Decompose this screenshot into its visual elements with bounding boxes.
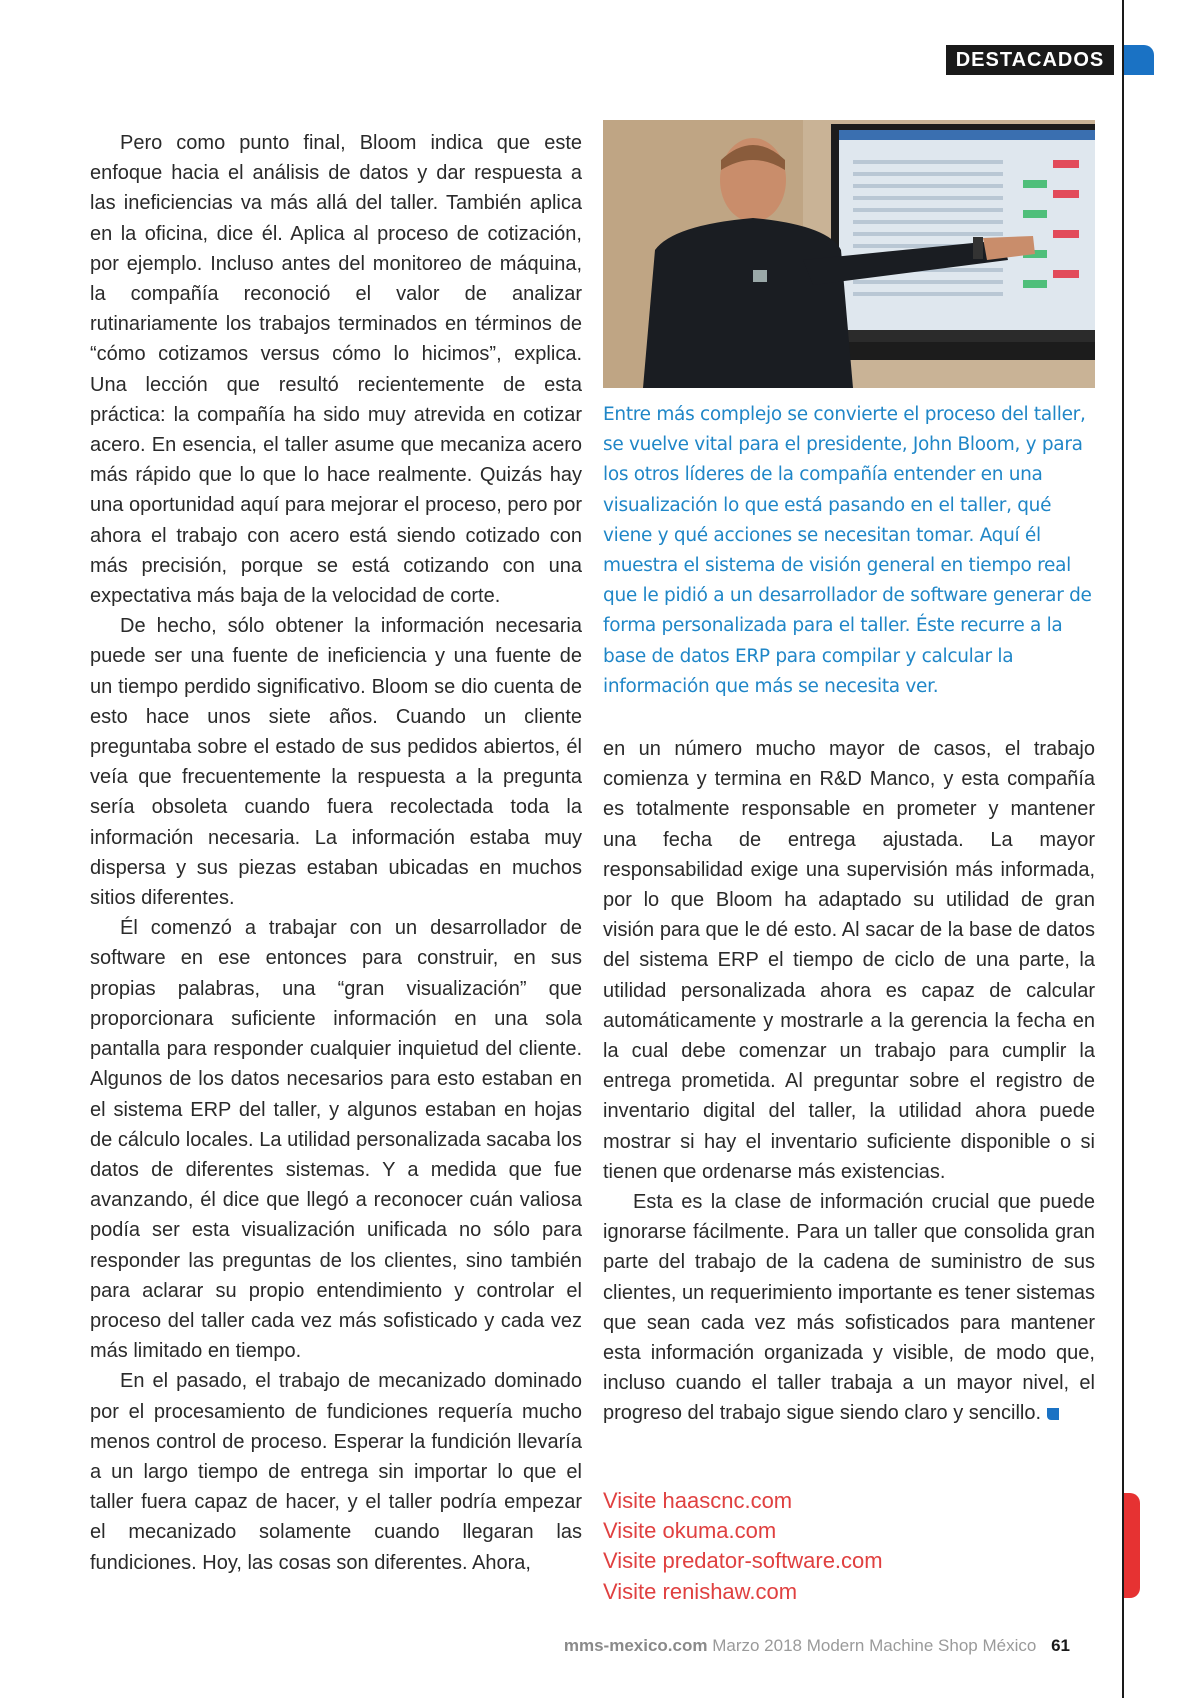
page-edge-rule	[1122, 0, 1124, 1698]
paragraph: En el pasado, el trabajo de mecanizado dominado por el procesamiento de fundiciones requería mucho menos control de proceso. Esperar la fundición llevaría a un largo tiempo de entrega sin importar lo que el taller fuera capaz de hacer, y el taller podría empezar el mecanizado solamente cuando llegaran las fundiciones. Hoy, las cosas son diferentes. Ahora,	[90, 1370, 582, 1574]
footer-issue: Marzo 2018 Modern Machine Shop México	[712, 1636, 1037, 1655]
left-column	[90, 128, 582, 1578]
paragraph-text: Esta es la clase de información crucial que puede ignorarse fácilmente. Para un taller que consolida gran parte del trabajo de la cadena de suministro de sus clientes, un requerimiento importante es tener sistemas que sean cada vez más sofisticados para mantener esta información organizada y visible, de modo que, incluso cuando el taller trabaja a un mayor nivel, el progreso del trabajo sigue siendo claro y sencillo.	[603, 1191, 1095, 1425]
photo-illustration	[603, 120, 1095, 388]
link-renishaw[interactable]: Visite renishaw.com	[603, 1578, 798, 1604]
link-okuma[interactable]: Visite okuma.com	[603, 1518, 777, 1544]
right-column	[603, 734, 1095, 1429]
paragraph: Él comenzó a trabajar con un desarrollador de software en ese entonces para construir, en sus propias palabras, una “gran visualización” que proporcionara suficiente información en una sola pantalla para responder cualquier inquietud del cliente. Algunos de los datos necesarios para esto estaban en el sistema ERP del taller, y algunos estaban en hojas de cálculo locales. La utilidad personalizada sacaba los datos de diferentes sistemas. Y a medida que fue avanzando, él dice que llegó a reconocer cuán valiosa podía ser esta visualización unificada no sólo para responder las preguntas de los clientes, sino también para aclarar su propio entendimiento y controlar el proceso del taller cada vez más sofisticado y cada vez más limitado en tiempo.	[90, 917, 582, 1363]
page-edge-tab	[1124, 1493, 1140, 1598]
footer-site: mms-mexico.com	[563, 1636, 708, 1655]
paragraph: en un número mucho mayor de casos, el trabajo comienza y termina en R&D Manco, y esta compañía es totalmente responsable en prometer y mantener una fecha de entrega ajustada. La mayor responsabilidad exige una supervisión más informada, por lo que Bloom ha adaptado su utilidad de gran visión para que le dé esto. Al sacar de la base de datos del sistema ERP el tiempo de ciclo de una parte, la utilidad personalizada ahora es capaz de calcular automáticamente y mostrarle a la gerencia la fecha en la cual debe comenzar un trabajo para cumplir la entrega prometida. Al preguntar sobre el registro de inventario digital del taller, la utilidad ahora puede mostrar si hay el inventario suficiente disponible o si tienen que ordenarse más existencias.	[603, 738, 1095, 1183]
related-links	[603, 1486, 1103, 1607]
paragraph	[603, 1187, 1095, 1429]
paragraph: De hecho, sólo obtener la información necesaria puede ser una fuente de ineficiencia y una fuente de un tiempo perdido significativo. Bloom se dio cuenta de esto hace unos siete años. Cuando un cliente preguntaba sobre el estado de sus pedidos abiertos, él veía que frecuentemente la respuesta a la pregunta sería obsoleta cuando fuera recolectada toda la información necesaria. La información estaba muy dispersa y sus piezas estaban ubicadas en muchos sitios diferentes.	[90, 615, 582, 910]
end-of-article-icon	[1047, 1408, 1059, 1420]
section-tag: DESTACADOS	[946, 45, 1114, 75]
section-tag-accent	[1124, 45, 1154, 75]
page-number: 61	[1051, 1636, 1070, 1655]
paragraph: Pero como punto final, Bloom indica que este enfoque hacia el análisis de datos y dar respuesta a las ineficiencias va más allá del taller. También aplica en la oficina, dice él. Aplica al proceso de cotización, por ejemplo. Incluso antes del monitoreo de máquina, la compañía reconoció el valor de analizar rutinariamente los trabajos terminados en términos de “cómo cotizamos versus cómo lo hicimos”, explica. Una lección que resultó recientemente de esta práctica: la compañía ha sido muy atrevida en cotizar acero. En esencia, el taller asume que mecaniza acero más rápido que lo que lo hace realmente. Quizás hay una oportunidad aquí para mejorar el proceso, pero por ahora el trabajo con acero está siendo cotizado con más precisión, porque se está cotizando con una expectativa más baja de la velocidad de corte.	[90, 132, 582, 608]
link-predator-software[interactable]: Visite predator-software.com	[603, 1548, 883, 1574]
link-haascnc[interactable]: Visite haascnc.com	[603, 1488, 793, 1513]
photo-caption: Entre más complejo se convierte el proceso del taller, se vuelve vital para el presidente, John Bloom, y para los otros líderes de la compañía entender en una visualización lo que está pasando en el taller, qué viene y qué acciones se necesitan tomar. Aquí él muestra el sistema de visión general en tiempo real que le pidió a un desarrollador de software generar de forma personalizada para el taller. Éste recurre a la base de datos ERP para compilar y calcular la información que más se necesita ver.	[603, 404, 1092, 697]
article-photo	[603, 120, 1095, 388]
page-footer	[0, 1636, 1070, 1656]
